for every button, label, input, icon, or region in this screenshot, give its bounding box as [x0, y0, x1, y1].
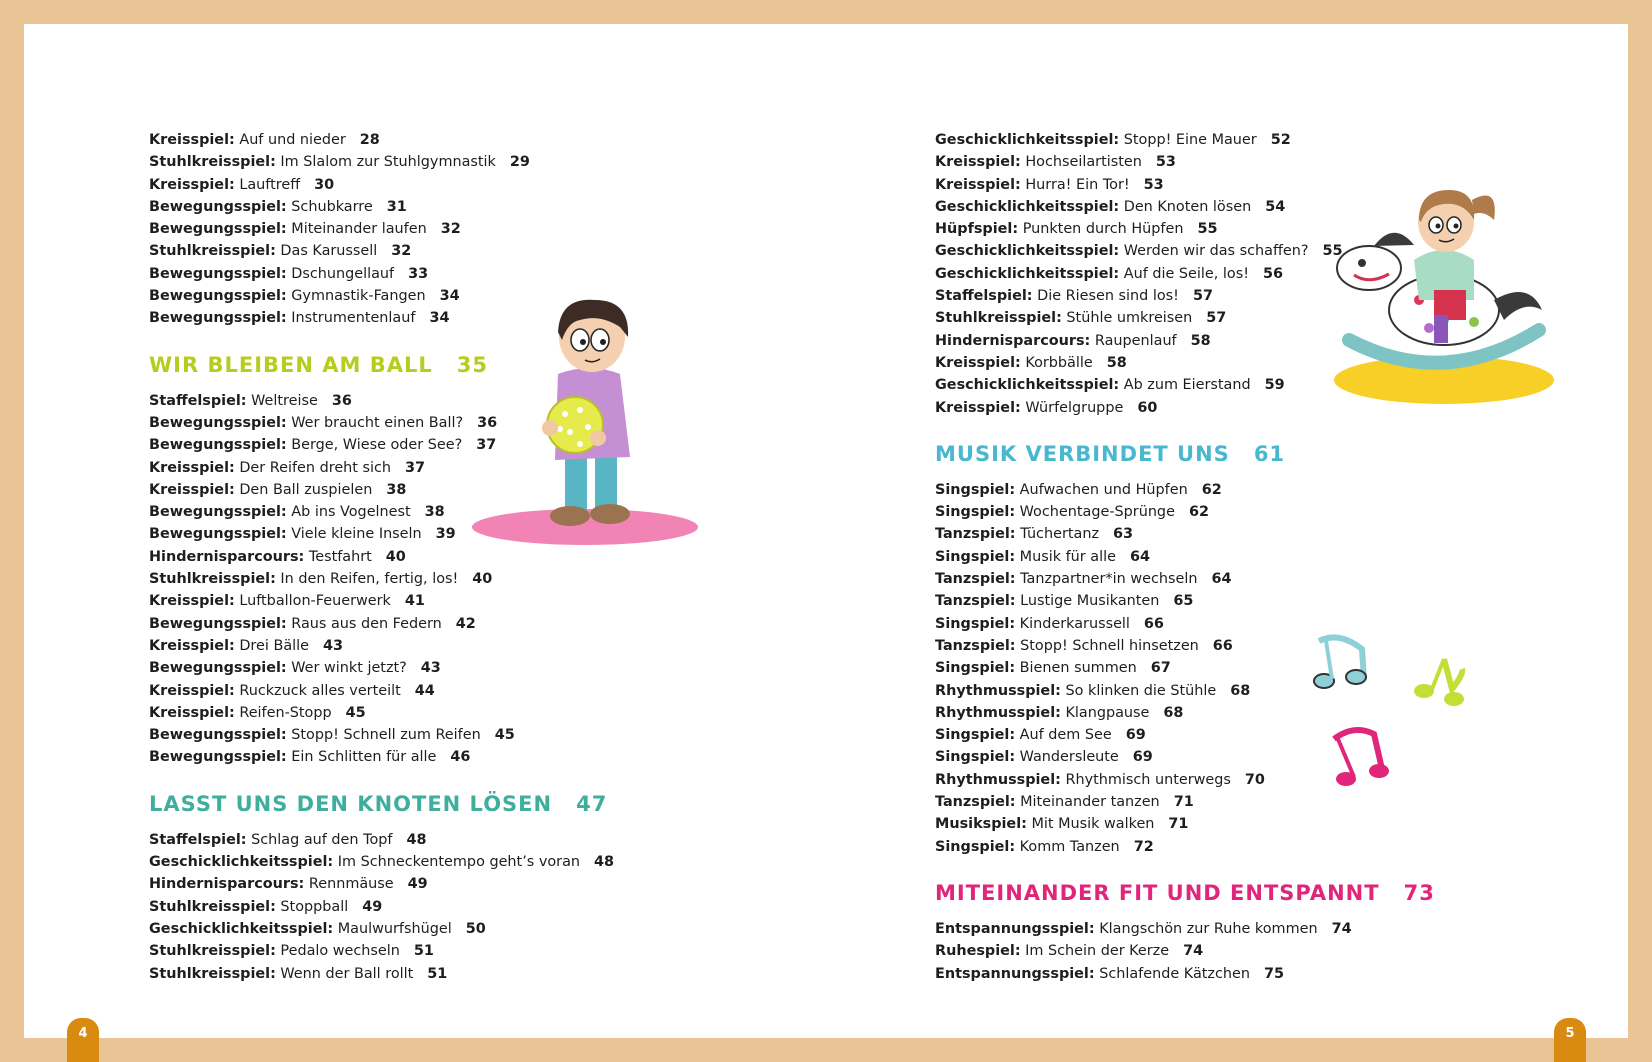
toc-entry — [149, 196, 614, 218]
entry-category: Kreisspiel: — [149, 704, 235, 721]
entry-title: Aufwachen und Hüpfen — [1019, 481, 1188, 498]
toc-entry — [149, 568, 614, 590]
entry-title: Miteinander laufen — [291, 221, 427, 238]
entry-page-number: 39 — [435, 526, 456, 543]
entry-page-number: 55 — [1322, 243, 1343, 260]
toc-entry — [149, 218, 614, 240]
entry-page-number: 49 — [407, 876, 428, 893]
entry-category: Kreisspiel: — [149, 176, 235, 193]
entry-page-number: 38 — [386, 481, 407, 498]
entry-category: Stuhlkreisspiel: — [149, 571, 276, 588]
toc-entry — [935, 568, 1435, 590]
toc-entry — [935, 590, 1435, 612]
entry-title: Stühle umkreisen — [1066, 310, 1193, 327]
entry-title: Werden wir das schaffen? — [1123, 243, 1309, 260]
entry-category: Stuhlkreisspiel: — [149, 154, 276, 171]
entry-category: Bewegungsspiel: — [149, 660, 287, 677]
entry-page-number: 33 — [408, 265, 429, 282]
entry-title: Tanzpartner*in wechseln — [1020, 571, 1198, 588]
entry-page-number: 57 — [1192, 288, 1213, 305]
entry-title: Wer winkt jetzt? — [291, 660, 407, 677]
entry-page-number: 59 — [1264, 377, 1285, 394]
entry-category: Kreisspiel: — [149, 481, 235, 498]
entry-category: Geschicklichkeitsspiel: — [935, 377, 1120, 394]
entry-title: Komm Tanzen — [1019, 838, 1120, 855]
entry-title: Stopp! Eine Mauer — [1123, 132, 1257, 148]
entry-page-number: 50 — [465, 920, 486, 937]
entry-title: Klangschön zur Ruhe kommen — [1099, 920, 1318, 937]
toc-group — [935, 918, 1435, 985]
entry-category: Stuhlkreisspiel: — [149, 898, 276, 915]
toc-entry — [149, 263, 614, 285]
entry-title: Musik für alle — [1019, 548, 1116, 565]
entry-page-number: 54 — [1265, 198, 1286, 215]
entry-category: Stuhlkreisspiel: — [149, 943, 276, 960]
entry-category: Rhythmusspiel: — [935, 771, 1061, 788]
entry-category: Bewegungsspiel: — [149, 198, 287, 215]
entry-category: Geschicklichkeitsspiel: — [149, 920, 334, 937]
entry-title: Lustige Musikanten — [1020, 593, 1160, 610]
toc-entry — [149, 151, 614, 173]
toc-entry — [935, 479, 1435, 501]
toc-entry — [149, 702, 614, 724]
entry-title: Pedalo wechseln — [280, 943, 400, 960]
entry-page-number: 36 — [331, 392, 352, 409]
entry-title: Den Knoten lösen — [1123, 198, 1252, 215]
toc-entry — [149, 590, 614, 612]
entry-page-number: 62 — [1201, 481, 1222, 498]
entry-category: Kreisspiel: — [935, 154, 1021, 171]
entry-category: Bewegungsspiel: — [149, 504, 287, 521]
entry-category: Bewegungsspiel: — [149, 615, 287, 632]
entry-page-number: 72 — [1133, 838, 1154, 855]
entry-title: Stoppball — [280, 898, 349, 915]
entry-title: Auf dem See — [1019, 727, 1112, 744]
entry-category: Kreisspiel: — [935, 176, 1021, 193]
section-page: 73 — [1403, 880, 1435, 905]
entry-page-number: 67 — [1150, 660, 1171, 677]
toc-entry — [149, 240, 614, 262]
entry-page-number: 43 — [420, 660, 441, 677]
entry-page-number: 40 — [385, 548, 406, 565]
entry-title: Rhythmisch unterwegs — [1065, 771, 1231, 788]
entry-page-number: 71 — [1168, 816, 1189, 833]
entry-title: Ruckzuck alles verteilt — [239, 682, 401, 699]
entry-page-number: 56 — [1262, 265, 1283, 282]
entry-category: Bewegungsspiel: — [149, 749, 287, 766]
toc-entry — [935, 546, 1435, 568]
entry-category: Hindernisparcours: — [935, 332, 1091, 349]
toc-entry — [149, 940, 614, 962]
entry-page-number: 34 — [429, 310, 450, 327]
entry-page-number: 28 — [359, 132, 380, 148]
entry-title: Den Ball zuspielen — [239, 481, 373, 498]
entry-title: Schubkarre — [291, 198, 373, 215]
entry-category: Hindernisparcours: — [149, 548, 305, 565]
entry-title: Korbbälle — [1025, 354, 1093, 371]
entry-page-number: 53 — [1143, 176, 1164, 193]
entry-title: Schlag auf den Topf — [251, 831, 393, 848]
entry-page-number: 69 — [1125, 727, 1146, 744]
toc-entry — [149, 724, 614, 746]
toc-entry — [149, 657, 614, 679]
entry-category: Singspiel: — [935, 548, 1016, 565]
entry-page-number: 45 — [494, 727, 515, 744]
entry-title: Im Schein der Kerze — [1025, 943, 1170, 960]
entry-page-number: 46 — [450, 749, 471, 766]
entry-page-number: 30 — [314, 176, 335, 193]
entry-page-number: 40 — [472, 571, 493, 588]
entry-title: Das Karussell — [280, 243, 378, 260]
entry-page-number: 65 — [1173, 593, 1194, 610]
entry-title: Würfelgruppe — [1025, 399, 1124, 416]
entry-category: Kreisspiel: — [149, 132, 235, 148]
entry-category: Tanzspiel: — [935, 571, 1016, 588]
entry-category: Bewegungsspiel: — [149, 265, 287, 282]
entry-page-number: 68 — [1163, 704, 1184, 721]
girl-on-rocking-horse-illustration — [1324, 150, 1594, 420]
entry-page-number: 71 — [1173, 794, 1194, 811]
entry-category: Musikspiel: — [935, 816, 1027, 833]
entry-page-number: 44 — [414, 682, 435, 699]
entry-title: Klangpause — [1065, 704, 1150, 721]
entry-category: Singspiel: — [935, 727, 1016, 744]
toc-entry — [149, 746, 614, 768]
entry-page-number: 51 — [427, 965, 448, 982]
entry-page-number: 37 — [476, 437, 497, 454]
entry-category: Entspannungsspiel: — [935, 965, 1095, 982]
entry-category: Tanzspiel: — [935, 526, 1016, 543]
entry-title: Berge, Wiese oder See? — [291, 437, 463, 454]
entry-category: Bewegungsspiel: — [149, 288, 287, 305]
toc-entry — [935, 940, 1435, 962]
entry-page-number: 36 — [477, 414, 498, 431]
entry-title: Gymnastik-Fangen — [291, 288, 426, 305]
toc-entry — [935, 918, 1435, 940]
entry-title: Viele kleine Inseln — [291, 526, 422, 543]
entry-title: Die Riesen sind los! — [1037, 288, 1179, 305]
entry-category: Singspiel: — [935, 660, 1016, 677]
entry-page-number: 48 — [594, 854, 615, 871]
toc-entry — [149, 896, 614, 918]
entry-category: Geschicklichkeitsspiel: — [149, 854, 334, 871]
entry-title: Raupenlauf — [1094, 332, 1177, 349]
entry-category: Tanzspiel: — [935, 593, 1016, 610]
entry-category: Stuhlkreisspiel: — [149, 965, 276, 982]
entry-page-number: 74 — [1183, 943, 1204, 960]
page-number-right: 5 — [1554, 1018, 1586, 1062]
entry-category: Kreisspiel: — [149, 682, 235, 699]
entry-page-number: 70 — [1244, 771, 1265, 788]
boy-with-ball-illustration — [470, 292, 710, 552]
entry-title: Auf und nieder — [239, 132, 346, 148]
entry-title: Hurra! Ein Tor! — [1025, 176, 1130, 193]
entry-category: Geschicklichkeitsspiel: — [935, 198, 1120, 215]
page-number-left: 4 — [67, 1018, 99, 1062]
toc-entry — [935, 836, 1435, 858]
entry-title: Bienen summen — [1019, 660, 1137, 677]
section-page: 61 — [1253, 441, 1286, 466]
entry-category: Geschicklichkeitsspiel: — [935, 132, 1120, 148]
entry-title: Ab ins Vogelnest — [291, 504, 411, 521]
section-heading — [935, 439, 1435, 469]
toc-group — [149, 829, 614, 985]
entry-page-number: 48 — [406, 831, 427, 848]
entry-title: Lauftreff — [239, 176, 301, 193]
entry-category: Bewegungsspiel: — [149, 526, 287, 543]
entry-title: Im Schneckentempo geht’s voran — [337, 854, 581, 871]
entry-title: Testfahrt — [308, 548, 372, 565]
entry-category: Singspiel: — [935, 504, 1016, 521]
entry-page-number: 63 — [1113, 526, 1134, 543]
section-title: LASST UNS DEN KNOTEN LÖSEN — [149, 791, 553, 816]
entry-category: Stuhlkreisspiel: — [935, 310, 1062, 327]
entry-title: Miteinander tanzen — [1020, 794, 1160, 811]
entry-category: Kreisspiel: — [935, 399, 1021, 416]
entry-category: Hindernisparcours: — [149, 876, 305, 893]
entry-page-number: 45 — [345, 704, 366, 721]
toc-entry — [149, 851, 614, 873]
entry-page-number: 58 — [1106, 354, 1127, 371]
entry-category: Rhythmusspiel: — [935, 682, 1061, 699]
entry-page-number: 31 — [386, 198, 407, 215]
entry-title: Weltreise — [251, 392, 318, 409]
entry-title: Tüchertanz — [1020, 526, 1099, 543]
entry-title: Kinderkarussell — [1019, 615, 1130, 632]
entry-title: Punkten durch Hüpfen — [1022, 221, 1184, 238]
entry-title: Dschungellauf — [291, 265, 395, 282]
toc-entry — [149, 613, 614, 635]
entry-category: Kreisspiel: — [149, 637, 235, 654]
entry-category: Hüpfspiel: — [935, 221, 1019, 238]
entry-title: Ab zum Eierstand — [1123, 377, 1251, 394]
entry-category: Staffelspiel: — [935, 288, 1033, 305]
section-heading — [935, 878, 1435, 908]
toc-left-column — [149, 129, 614, 985]
entry-title: Raus aus den Federn — [291, 615, 442, 632]
entry-page-number: 52 — [1270, 132, 1291, 148]
entry-title: Ein Schlitten für alle — [291, 749, 437, 766]
entry-page-number: 74 — [1331, 920, 1352, 937]
section-title: WIR BLEIBEN AM BALL — [149, 352, 433, 377]
entry-category: Kreisspiel: — [149, 593, 235, 610]
entry-category: Geschicklichkeitsspiel: — [935, 243, 1120, 260]
entry-page-number: 53 — [1155, 154, 1176, 171]
entry-title: Maulwurfshügel — [337, 920, 452, 937]
entry-title: Rennmäuse — [308, 876, 394, 893]
entry-page-number: 34 — [439, 288, 460, 305]
entry-category: Tanzspiel: — [935, 794, 1016, 811]
entry-page-number: 42 — [455, 615, 476, 632]
toc-entry — [935, 501, 1435, 523]
entry-category: Bewegungsspiel: — [149, 437, 287, 454]
entry-page-number: 49 — [362, 898, 383, 915]
music-notes-illustration — [1304, 629, 1484, 819]
entry-category: Bewegungsspiel: — [149, 414, 287, 431]
entry-category: Ruhespiel: — [935, 943, 1021, 960]
entry-title: Mit Musik walken — [1031, 816, 1155, 833]
toc-entry — [149, 918, 614, 940]
entry-page-number: 43 — [323, 637, 344, 654]
entry-category: Tanzspiel: — [935, 637, 1016, 654]
toc-entry — [149, 129, 614, 151]
entry-category: Singspiel: — [935, 615, 1016, 632]
entry-category: Geschicklichkeitsspiel: — [935, 265, 1120, 282]
entry-page-number: 51 — [413, 943, 434, 960]
entry-category: Bewegungsspiel: — [149, 221, 287, 238]
section-title: MITEINANDER FIT UND ENTSPANNT — [935, 880, 1380, 905]
entry-title: Wochentage-Sprünge — [1019, 504, 1175, 521]
entry-title: Schlafende Kätzchen — [1099, 965, 1250, 982]
entry-page-number: 62 — [1188, 504, 1209, 521]
toc-entry — [149, 829, 614, 851]
entry-category: Kreisspiel: — [149, 459, 235, 476]
toc-entry — [935, 963, 1435, 985]
toc-entry — [149, 680, 614, 702]
entry-category: Singspiel: — [935, 838, 1016, 855]
entry-title: Drei Bälle — [239, 637, 309, 654]
entry-title: Stopp! Schnell hinsetzen — [1020, 637, 1199, 654]
book-spread — [24, 24, 1628, 1038]
toc-entry — [935, 523, 1435, 545]
entry-category: Staffelspiel: — [149, 831, 247, 848]
section-page: 47 — [576, 791, 608, 816]
entry-page-number: 32 — [391, 243, 412, 260]
entry-category: Entspannungsspiel: — [935, 920, 1095, 937]
entry-page-number: 66 — [1143, 615, 1164, 632]
entry-category: Singspiel: — [935, 481, 1016, 498]
section-heading — [149, 789, 614, 819]
toc-entry — [149, 174, 614, 196]
entry-title: Der Reifen dreht sich — [239, 459, 392, 476]
entry-page-number: 29 — [509, 154, 530, 171]
section-page: 35 — [456, 352, 488, 377]
entry-category: Kreisspiel: — [935, 354, 1021, 371]
toc-entry — [149, 963, 614, 985]
entry-category: Bewegungsspiel: — [149, 727, 287, 744]
entry-title: Stopp! Schnell zum Reifen — [291, 727, 481, 744]
entry-title: Wandersleute — [1019, 749, 1119, 766]
entry-page-number: 38 — [424, 504, 445, 521]
entry-category: Bewegungsspiel: — [149, 310, 287, 327]
entry-title: So klinken die Stühle — [1065, 682, 1217, 699]
entry-page-number: 57 — [1206, 310, 1227, 327]
entry-page-number: 60 — [1137, 399, 1158, 416]
entry-page-number: 64 — [1129, 548, 1150, 565]
entry-title: Wer braucht einen Ball? — [291, 414, 464, 431]
toc-entry — [149, 635, 614, 657]
entry-category: Singspiel: — [935, 749, 1016, 766]
entry-page-number: 58 — [1190, 332, 1211, 349]
entry-category: Staffelspiel: — [149, 392, 247, 409]
entry-page-number: 64 — [1211, 571, 1232, 588]
entry-page-number: 32 — [440, 221, 461, 238]
entry-page-number: 55 — [1197, 221, 1218, 238]
entry-category: Stuhlkreisspiel: — [149, 243, 276, 260]
entry-page-number: 75 — [1264, 965, 1285, 982]
section-title: MUSIK VERBINDET UNS — [935, 441, 1230, 466]
entry-title: Luftballon-Feuerwerk — [239, 593, 391, 610]
entry-title: Hochseilartisten — [1025, 154, 1142, 171]
toc-entry — [935, 129, 1435, 151]
entry-page-number: 37 — [405, 459, 426, 476]
entry-page-number: 68 — [1230, 682, 1251, 699]
toc-entry — [149, 873, 614, 895]
entry-title: Instrumentenlauf — [291, 310, 416, 327]
entry-title: In den Reifen, fertig, los! — [280, 571, 459, 588]
entry-title: Reifen-Stopp — [239, 704, 332, 721]
entry-page-number: 41 — [404, 593, 425, 610]
entry-title: Im Slalom zur Stuhlgymnastik — [280, 154, 496, 171]
entry-page-number: 69 — [1132, 749, 1153, 766]
entry-title: Auf die Seile, los! — [1123, 265, 1249, 282]
entry-category: Rhythmusspiel: — [935, 704, 1061, 721]
entry-page-number: 66 — [1212, 637, 1233, 654]
entry-title: Wenn der Ball rollt — [280, 965, 414, 982]
